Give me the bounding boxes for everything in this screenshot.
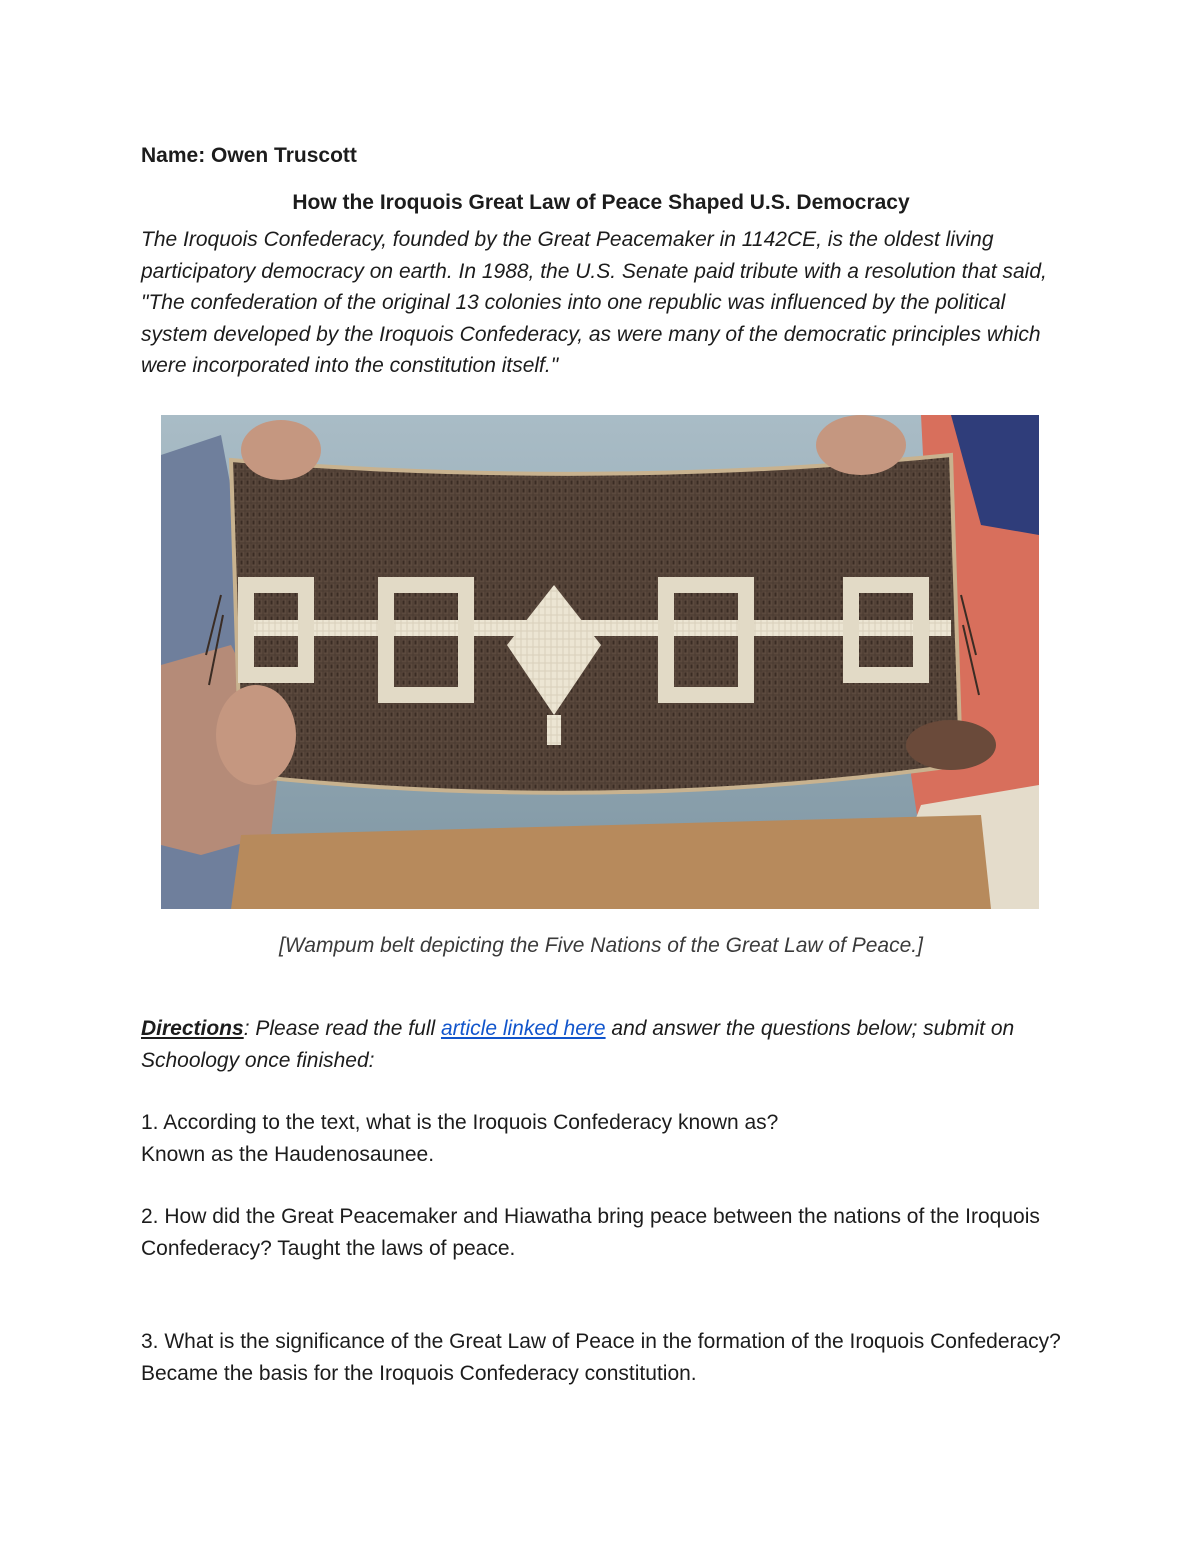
student-name-line xyxy=(141,141,1061,171)
question-block-2 xyxy=(141,1201,1061,1264)
wampum-belt-illustration xyxy=(161,415,1039,909)
question-block-1 xyxy=(141,1107,1061,1170)
question-1: 1. According to the text, what is the Iroquois Confederacy known as? xyxy=(141,1111,779,1134)
name-label: Name: xyxy=(141,144,206,167)
question-3: 3. What is the significance of the Great Law of Peace in the formation of the Iroquois Confederacy? xyxy=(141,1330,1061,1353)
document-body xyxy=(141,141,1061,1385)
question-block-3 xyxy=(141,1326,1061,1389)
figure-caption: [Wampum belt depicting the Five Nations of the Great Law of Peace.] xyxy=(279,934,923,957)
document-title: How the Iroquois Great Law of Peace Shaped U.S. Democracy xyxy=(292,191,910,214)
wampum-belt-photo xyxy=(161,415,1039,909)
answer-3: Became the basis for the Iroquois Confederacy constitution. xyxy=(141,1361,697,1385)
answer-2: Taught the laws of peace. xyxy=(277,1236,516,1260)
question-2: 2. How did the Great Peacemaker and Hiawatha bring peace between the nations of the Iroquois Confederacy? xyxy=(141,1205,1040,1260)
intro-paragraph: The Iroquois Confederacy, founded by the Great Peacemaker in 1142CE, is the oldest living participatory democracy on earth. In 1988, the U.S. Senate paid tribute with a resolution that said, "The confederation of the original 13 colonies into one republic was influenced by the political system developed by the Iroquois Confederacy, as were many of the democratic principles which were incorporated into the constitution itself." xyxy=(141,228,1047,377)
directions-label: Directions xyxy=(141,1017,244,1040)
directions-text-before: : Please read the full xyxy=(243,1017,441,1040)
student-name: Owen Truscott xyxy=(211,144,357,167)
answer-1: Known as the Haudenosaunee. xyxy=(141,1142,435,1166)
article-link[interactable]: article linked here xyxy=(441,1017,606,1040)
directions-text-after: and answer the questions below; submit on Schoology once finished: xyxy=(141,1017,1015,1072)
directions-paragraph xyxy=(141,1013,1061,1076)
